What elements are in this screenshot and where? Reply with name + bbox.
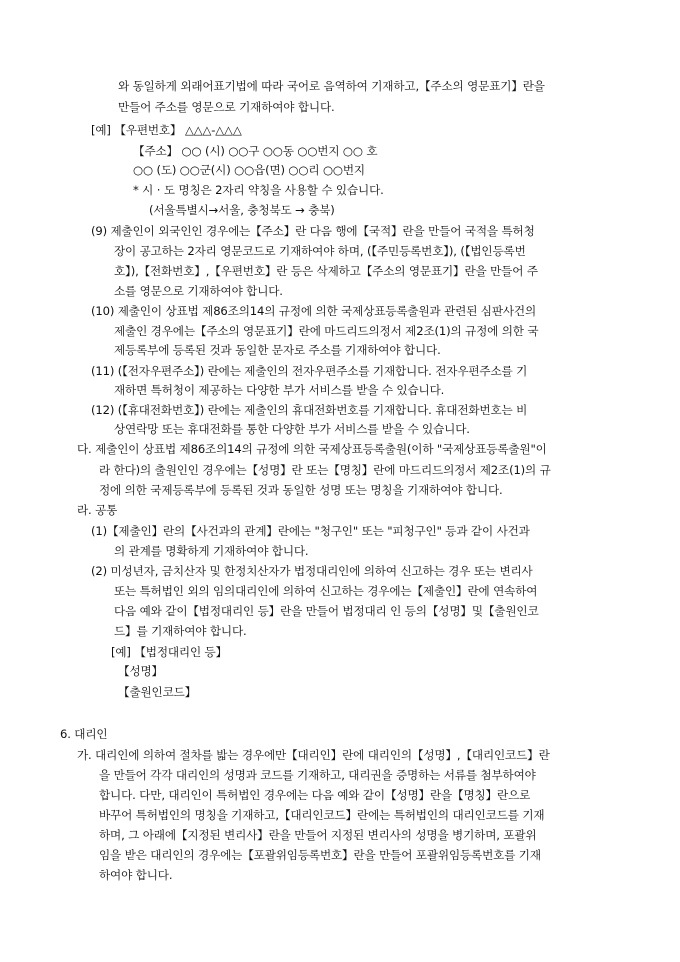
example-field-line: 【출원인코드】 (118, 685, 197, 699)
item-9-line: (9) 제출인이 외국인인 경우에는【주소】란 다음 행에【국적】란을 만들어 국적을 특허청 (91, 224, 535, 238)
text-line: 제출인 경우에는【주소의 영문표기】란에 마드리드의정서 제2조(1)의 규정에 의한 국 (114, 324, 539, 338)
text-line: 합니다. 다만, 대리인이 특허법인 경우에는 다음 예와 같이【성명】란을【명칭】란으로 (99, 788, 531, 802)
text-line: 바꾸어 특허법인의 명칭을 기재하고,【대리인코드】란에는 특허법인의 대리인코드를 기재 (99, 808, 545, 822)
section-da-line: 다. 제출인이 상표법 제86조의14의 규정에 의한 국제상표등록출원(이하 "국제상표등록출원"이 (77, 442, 547, 456)
text-line: 드】를 기재하여야 합니다. (114, 624, 247, 638)
text-line: 또는 특허법인 외의 임의대리인에 의하여 신고하는 경우에는【제출인】란에 연속하여 (114, 584, 538, 598)
text-line: 재하면 특허청이 제공하는 다양한 부가 서비스를 받을 수 있습니다. (114, 383, 445, 397)
section-6-heading: 6. 대리인 (60, 727, 108, 741)
item-2-line: (2) 미성년자, 금치산자 및 한정치산자가 법정대리인에 의하여 신고하는 경우 또는 변리사 (91, 564, 533, 578)
text-line: 상연락망 또는 휴대전화를 통한 다양한 부가 서비스를 받을 수 있습니다. (114, 422, 470, 436)
text-line: 【주소】 ○○ (시) ○○구 ○○동 ○○번지 ○○ 호 (133, 144, 378, 158)
item-12-line: (12) (【휴대전화번호】) 란에는 제출인의 휴대전화번호를 기재합니다. 휴대전화번호는 비 (91, 403, 528, 417)
example-field-line: 【성명】 (118, 664, 163, 678)
section-ga-line: 가. 대리인에 의하여 절차를 밟는 경우에만【대리인】란에 대리인의【성명】,【대리인코드】란 (77, 748, 550, 762)
item-1-line: (1)【제출인】란의【사건과의 관계】란에는 "청구인" 또는 "피청구인" 등과 같이 사건과 (91, 524, 530, 538)
note-line: (서울특별시→서울, 충청북도 → 충북) (149, 203, 335, 217)
item-10-line: (10) 제출인이 상표법 제86조의14의 규정에 의한 국제상표등록출원과 관련된 심판사건의 (91, 304, 537, 318)
text-line: 의 관계를 명확하게 기재하여야 합니다. (114, 544, 309, 558)
text-line: 하여야 합니다. (99, 868, 173, 882)
text-line: ○○ (도) ○○군(시) ○○읍(면) ○○리 ○○번지 (133, 163, 365, 177)
text-line: 와 동일하게 외래어표기법에 따라 국어로 음역하여 기재하고,【주소의 영문표기】란을 (118, 79, 545, 93)
text-line: 소를 영문으로 기재하여야 합니다. (114, 284, 283, 298)
text-line: 라 한다)의 출원인인 경우에는【성명】란 또는【명칭】란에 마드리드의정서 제2조(1)의 규 (99, 463, 551, 477)
text-line: 하며, 그 아래에【지정된 변리사】란을 만들어 지정된 변리사의 성명을 병기하며, 포괄위 (99, 828, 537, 842)
text-line: 임을 받은 대리인의 경우에는【포괄위임등록번호】란을 만들어 포괄위임등록번호를 기재 (99, 848, 541, 862)
section-ra-heading: 라. 공통 (77, 503, 118, 517)
item-11-line: (11) (【전자우편주소】) 란에는 제출인의 전자우편주소를 기재합니다. 전자우편주소를 기 (91, 364, 528, 378)
text-line: 다음 예와 같이【법정대리인 등】란을 만들어 법정대리 인 등의【성명】및【출원인코 (114, 604, 539, 618)
example-label-line: [예] 【우편번호】 △△△-△△△ (91, 123, 242, 137)
example-label-line: [예] 【법정대리인 등】 (111, 645, 228, 659)
note-line: * 시 · 도 명칭은 2자리 약칭을 사용할 수 있습니다. (133, 183, 384, 197)
text-line: 정에 의한 국제등록부에 등록된 것과 동일한 성명 또는 명칭을 기재하여야 합니다. (99, 483, 503, 497)
text-line: 호】),【전화번호】,【우편번호】란 등은 삭제하고【주소의 영문표기】란을 만들어 주 (114, 264, 538, 278)
text-line: 제등록부에 등록된 것과 동일한 문자로 주소를 기재하여야 합니다. (114, 343, 441, 357)
text-line: 장이 공고하는 2자리 영문코드로 기재하여야 하며, (【주민등록번호】), (【법인등록번 (114, 244, 526, 258)
text-line: 을 만들어 각각 대리인의 성명과 코드를 기재하고, 대리권을 증명하는 서류를 첨부하여야 (99, 768, 536, 782)
text-line: 만들어 주소를 영문으로 기재하여야 합니다. (118, 100, 335, 114)
